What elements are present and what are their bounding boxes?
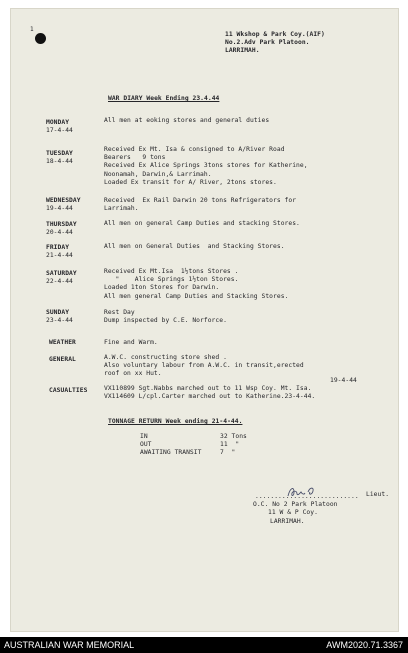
day-date: 19-4-44	[46, 205, 73, 212]
general-label: GENERAL	[49, 356, 76, 363]
tonnage-value: 11 "	[220, 441, 240, 448]
officer-title: O.C. No 2 Park Platoon	[253, 501, 338, 508]
tonnage-title: TONNAGE RETURN Week ending 21-4-44.	[108, 418, 243, 425]
day-entry: Received Ex Mt. Isa & consigned to A/River Road Bearers 9 tons Received Ex Alice Springs 3tons stores for Katherine, Noonamah, Darwin,& Larrimah. Loaded Ex transit for A/ River, 2tons stores.	[104, 146, 308, 186]
tonnage-value: 32 Tons	[220, 433, 247, 440]
day-entry: All men at eoking stores and general duties	[104, 117, 270, 124]
day-label: SUNDAY	[46, 309, 70, 316]
day-date: 21-4-44	[46, 252, 73, 259]
day-date: 20-4-44	[46, 229, 73, 236]
day-label: WEDNESDAY	[46, 197, 81, 204]
tonnage-label: AWAITING TRANSIT	[140, 449, 202, 456]
day-entry: Rest Day Dump inspected by C.E. Norforce.	[104, 309, 227, 325]
archive-footer	[0, 637, 408, 653]
officer-location: LARRIMAH.	[270, 518, 305, 525]
officer-unit: 11 W & P Coy.	[268, 509, 318, 516]
day-entry: Received Ex Mt.Isa 1½tons Stores . " Alice Springs 1½ton Stores. Loaded 1ton Stores for Darwin. All men general Camp Duties and Stacking Stores.	[104, 268, 289, 300]
tonnage-label: IN	[140, 433, 148, 440]
punch-hole	[35, 33, 46, 44]
page-number: 1	[30, 26, 34, 33]
day-entry: Received Ex Rail Darwin 20 tons Refrigerators for Larrimah.	[104, 197, 297, 213]
footer-accession-number: AWM2020.71.3367	[326, 640, 403, 650]
signature-rank: Lieut.	[366, 491, 390, 498]
day-label: THURSDAY	[46, 221, 77, 228]
day-label: SATURDAY	[46, 270, 77, 277]
day-entry: All men on general Camp Duties and stacking Stores.	[104, 220, 300, 227]
tonnage-label: OUT	[140, 441, 152, 448]
casualties-label: CASUALTIES	[49, 387, 88, 394]
unit-name: 11 Wkshop & Park Coy.(AIF)	[225, 31, 325, 38]
day-label: MONDAY	[46, 119, 70, 126]
day-entry: All men on General Duties and Stacking Stores.	[104, 243, 285, 250]
weather-label: WEATHER	[49, 339, 76, 346]
weather-text: Fine and Warm.	[104, 339, 158, 346]
day-date: 18-4-44	[46, 158, 73, 165]
signature-line: ...........................	[255, 493, 359, 500]
tonnage-value: 7 "	[220, 449, 236, 456]
footer-institution: AUSTRALIAN WAR MEMORIAL	[4, 640, 135, 650]
day-label: TUESDAY	[46, 150, 73, 157]
diary-title: WAR DIARY Week Ending 23.4.44	[108, 95, 220, 102]
general-date: 19-4-44	[330, 377, 357, 384]
day-date: 17-4-44	[46, 127, 73, 134]
location: LARRIMAH.	[225, 47, 260, 54]
day-label: FRIDAY	[46, 244, 70, 251]
day-date: 22-4-44	[46, 278, 73, 285]
general-text: A.W.C. constructing store shed . Also voluntary labour from A.W.C. in transit,erected roof on xx Hut.	[104, 354, 304, 378]
day-date: 23-4-44	[46, 317, 73, 324]
casualties-text: VX110899 Sgt.Nabbs marched out to 11 Wsp Coy. Mt. Isa. VX114609 L/cpl.Carter marched out to Katherine.23-4-44.	[104, 385, 316, 401]
platoon-name: No.2.Adv Park Platoon.	[225, 39, 310, 46]
